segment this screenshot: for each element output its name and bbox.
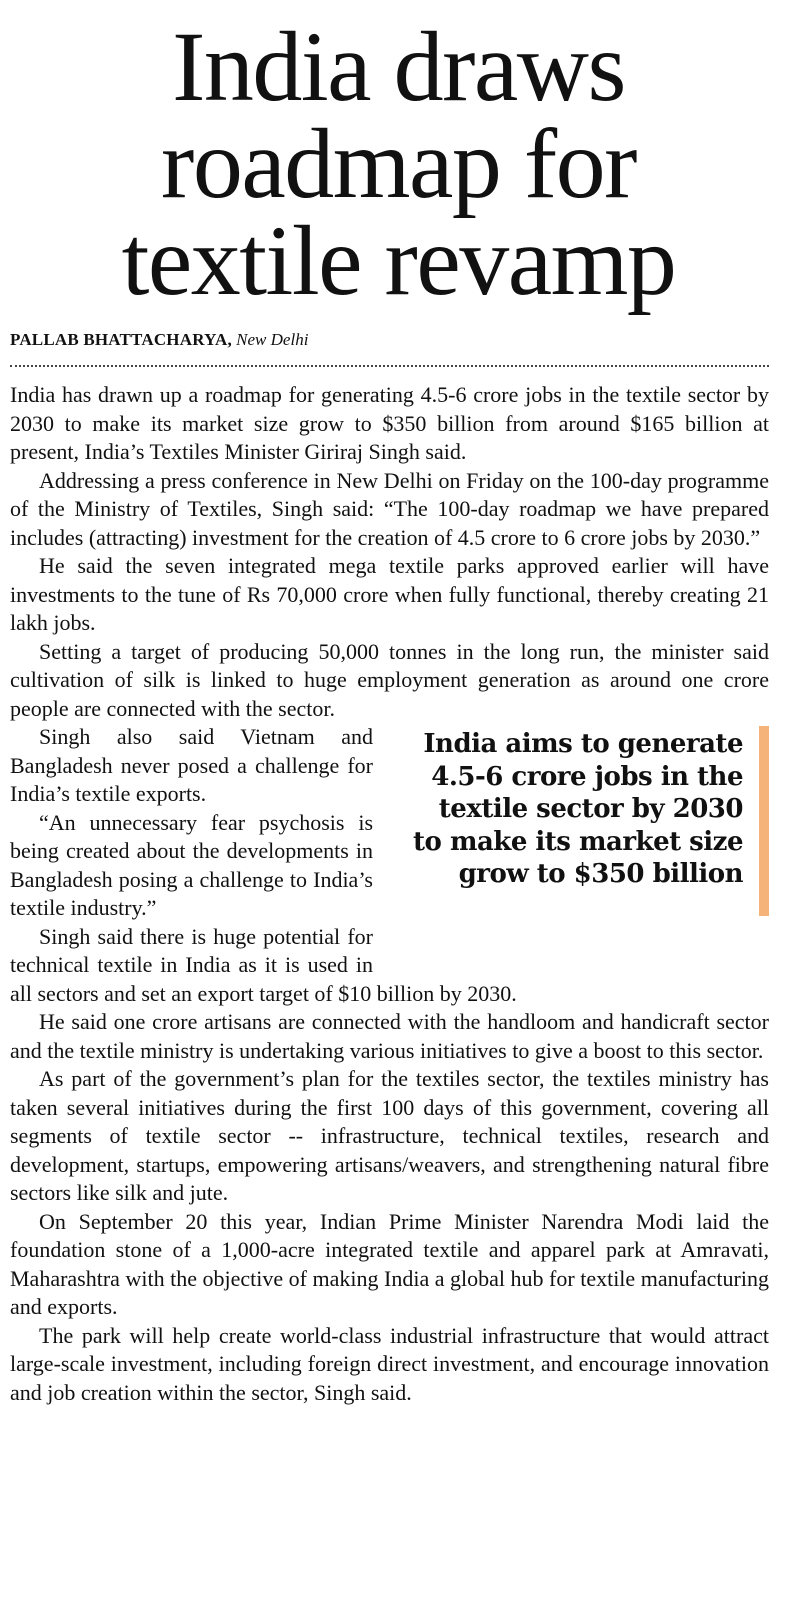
headline-line: roadmap for xyxy=(161,108,636,219)
paragraph: On September 20 this year, Indian Prime Minister Narendra Modi laid the foundation stone of a 1,000-acre integrated textile and apparel park at Amravati, Maharashtra with the objective of making India a global hub for textile manufacturing and exports. xyxy=(10,1208,769,1319)
paragraph: “An unnecessary fear psychosis is being created about the developments in Bangladesh posing a challenge to India’s textile industry.” xyxy=(10,809,373,920)
paragraph: As part of the government’s plan for the textiles sector, the textiles ministry has taken several initiatives during the first 100 days of this government, covering all segments of textile sector -- infrastructure, technical textiles, research and development, startups, empowering artisans/weavers, and strengthening natural fibre sectors like silk and jute. xyxy=(10,1066,769,1205)
headline-line: textile revamp xyxy=(121,205,676,316)
pull-quote xyxy=(397,726,769,952)
byline-author: PALLAB BHATTACHARYA, xyxy=(10,330,232,349)
paragraph: India has drawn up a roadmap for generating 4.5-6 crore jobs in the textile sector by 2030 to make its market size grow to $350 billion from around $165 billion at present, India’s Textiles Minister Giriraj Singh said. xyxy=(10,382,769,464)
paragraph: Addressing a press conference in New Delhi on Friday on the 100-day programme of the Ministry of Textiles, Singh said: “The 100-day roadmap we have prepared includes (attracting) investment for the creation of 4.5 crore to 6 crore jobs by 2030.” xyxy=(10,467,769,550)
paragraph: Singh also said Vietnam and Bangladesh never posed a challenge for India’s textile exports. xyxy=(10,724,373,806)
dotted-divider xyxy=(10,365,769,367)
article-body xyxy=(10,381,769,1407)
byline xyxy=(10,330,308,350)
paragraph: He said one crore artisans are connected with the handloom and handicraft sector and the textile ministry is undertaking various initiatives to give a boost to this sector. xyxy=(10,1009,769,1063)
pull-quote-text: India aims to generate 4.5-6 crore jobs in the textile sector by 2030 to make its market size grow to $350 billion xyxy=(413,729,743,889)
pull-quote-accent-bar xyxy=(759,726,769,916)
paragraph: Setting a target of producing 50,000 tonnes in the long run, the minister said cultivation of silk is linked to huge employment generation as around one crore people are connected with the sector. xyxy=(10,638,769,721)
byline-location: New Delhi xyxy=(236,330,309,349)
headline-line: India draws xyxy=(172,11,625,122)
paragraph: He said the seven integrated mega textile parks approved earlier will have investments to the tune of Rs 70,000 crore when fully functional, thereby creating 21 lakh jobs. xyxy=(10,553,769,635)
paragraph: The park will help create world-class industrial infrastructure that would attract large-scale investment, including foreign direct investment, and encourage innovation and job creation within the sector, Singh said. xyxy=(10,1322,769,1405)
headline xyxy=(0,11,797,316)
paragraph: Singh said there is huge potential for technical textile in India as it is used in all sectors and set an export target of $10 billion by 2030. xyxy=(10,923,517,1006)
